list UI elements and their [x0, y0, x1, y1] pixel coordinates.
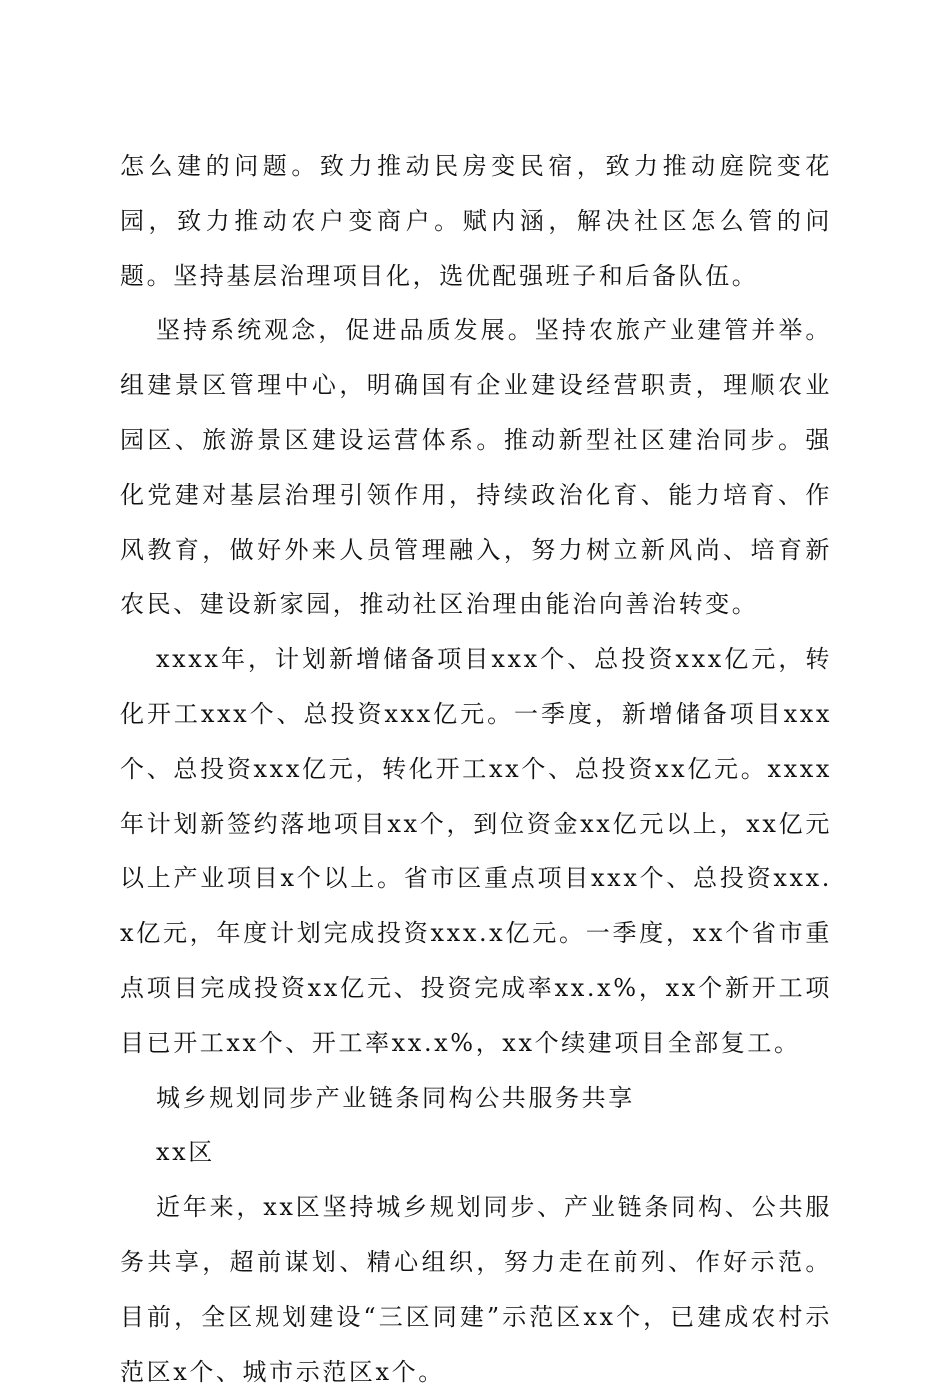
section-author: xx区 [156, 1138, 215, 1167]
document-body [120, 139, 832, 1399]
paragraph-system-concept: 坚持系统观念，促进品质发展。坚持农旅产业建管并举。组建景区管理中心，明确国有企业建设经营职责，理顺农业园区、旅游景区建设运营体系。推动新型社区建治同步。强化党建对基层治理引领作用，持续政治化育、能力培育、作风教育，做好外来人员管理融入，努力树立新风尚、培育新农民、建设新家园，推动社区治理由能治向善治转变。 [120, 316, 832, 619]
paragraph-closing: 近年来，xx区坚持城乡规划同步、产业链条同构、公共服务共享，超前谋划、精心组织，努力走在前列、作好示范。目前，全区规划建设“三区同建”示范区xx个，已建成农村示范区x个、城市示范区x个。 [120, 1193, 832, 1386]
paragraph-investment-figures: xxxx年，计划新增储备项目xxx个、总投资xxx亿元，转化开工xxx个、总投资xxx亿元。一季度，新增储备项目xxx个、总投资xxx亿元，转化开工xx个、总投资xx亿元。xxxx年计划新签约落地项目xx个，到位资金xx亿元以上，xx亿元以上产业项目x个以上。省市区重点项目xxx个、总投资xxx.x亿元，年度计划完成投资xxx.x亿元。一季度，xx个省市重点项目完成投资xx亿元、投资完成率xx.x%，xx个新开工项目已开工xx个、开工率xx.x%，xx个续建项目全部复工。 [120, 645, 832, 1057]
section-title: 城乡规划同步产业链条同构公共服务共享 [156, 1083, 635, 1112]
paragraph-continued: 怎么建的问题。致力推动民房变民宿，致力推动庭院变花园，致力推动农户变商户。赋内涵，解决社区怎么管的问题。坚持基层治理项目化，选优配强班子和后备队伍。 [120, 152, 832, 290]
